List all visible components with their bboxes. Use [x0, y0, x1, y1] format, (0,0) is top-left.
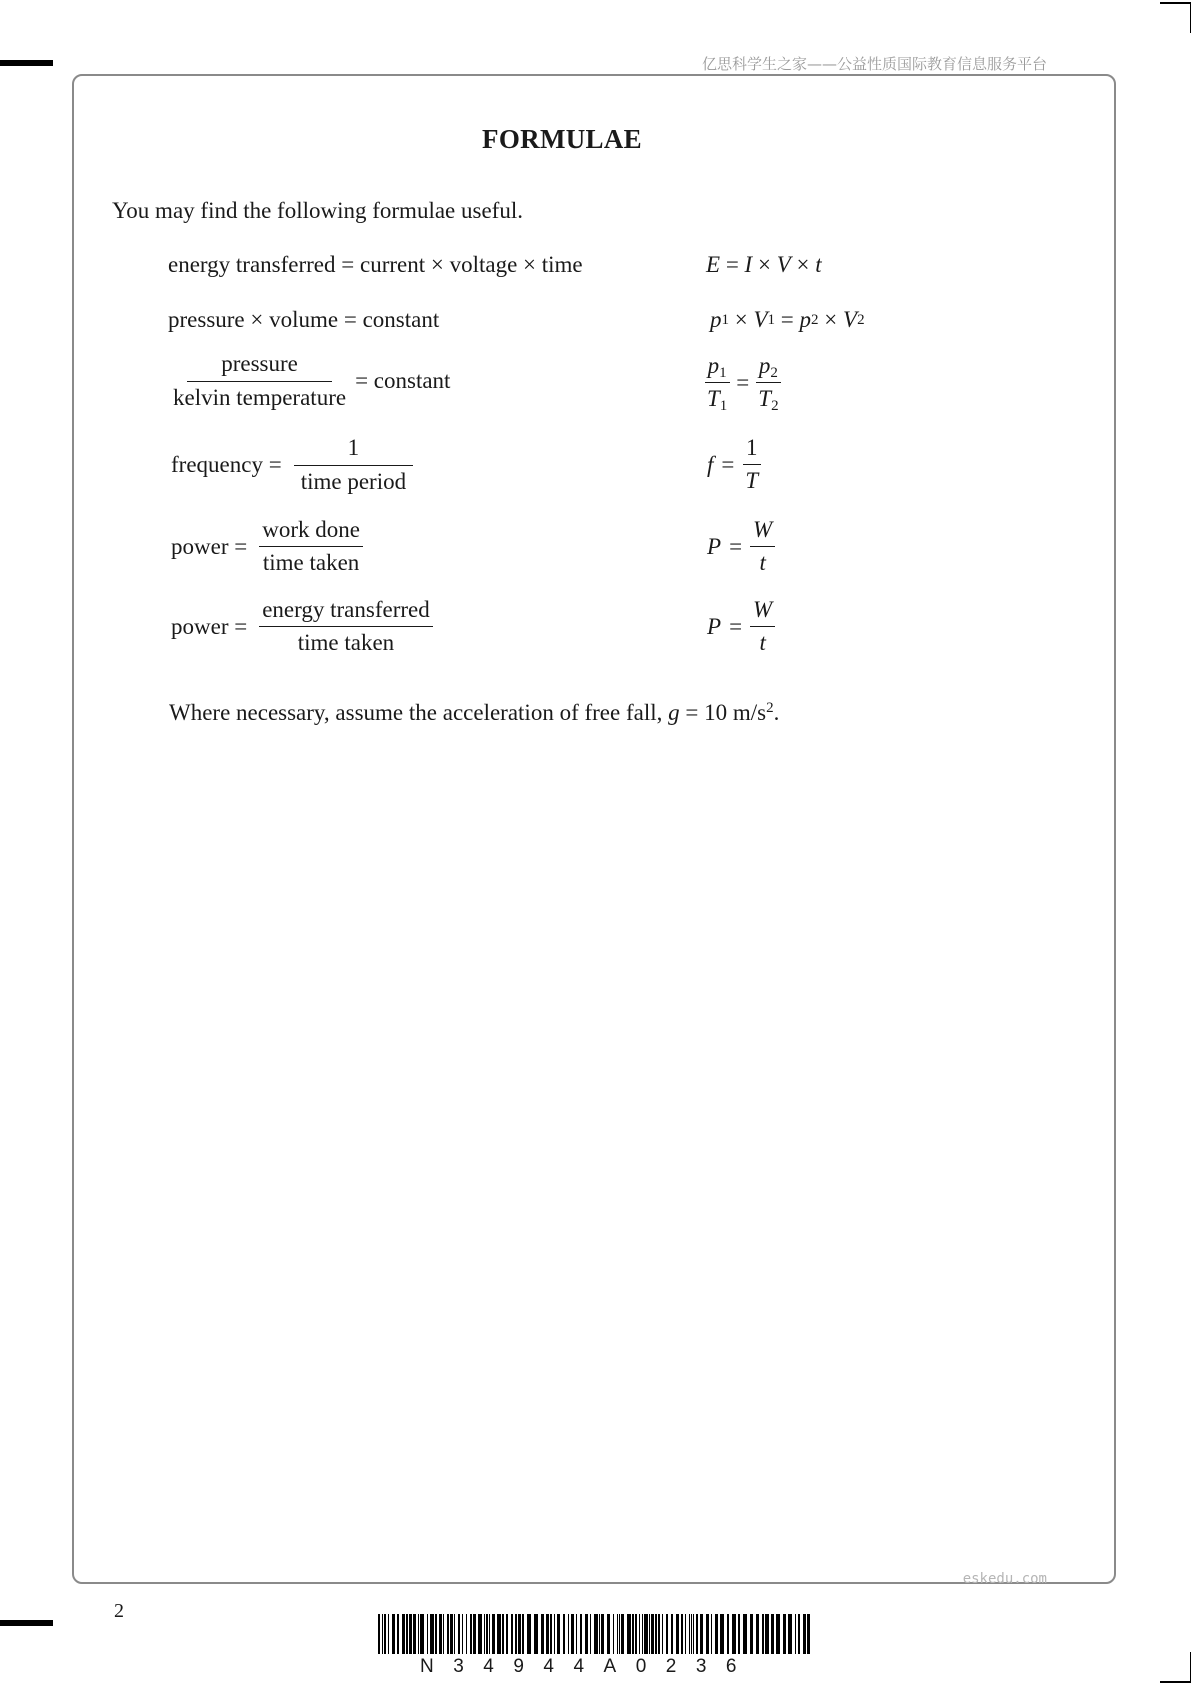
frequency-fraction: $\frac{1}{\text{time period}}$ — [294, 434, 414, 497]
header-watermark: 亿思科学生之家——公益性质国际教育信息服务平台 — [701, 55, 1047, 73]
pressure-law-fraction: $\frac{\text{pressure}}{\text{kelvin temperature}}$ — [173, 351, 347, 410]
formula-pressure-law-word: $\frac{\text{pressure}}{\text{kelvin temperature}}$ = constant — [170, 350, 450, 413]
formula-power-energy-symbol: P = $\frac{W}{t}$ — [707, 596, 775, 658]
page-number: 2 — [114, 1600, 124, 1622]
footer-watermark: eskedu.com — [962, 1571, 1047, 1587]
formula-frequency-symbol: f = $\frac{1}{T}$ — [707, 434, 761, 496]
formula-frequency-word: frequency = $\frac{1}{\text{time period}}$ — [171, 434, 413, 497]
power-energy-fraction: $\frac{\text{energy transferred}}{\text{time taken}}$ — [259, 596, 433, 658]
formula-power-energy-word: power = $\frac{\text{energy transferred}}{\text{time taken}}$ — [171, 596, 433, 658]
formula-energy-word: energy transferred = current × voltage × time — [168, 252, 583, 277]
free-fall-note: Where necessary, assume the acceleration of free fall, g = 10 $m/s^2$. — [169, 700, 780, 725]
corner-mark-top-right-h — [1160, 2, 1191, 4]
corner-mark-bottom-right-h — [1160, 1681, 1191, 1683]
formula-pressure-law-symbol: $\frac{p_1}{T_1}$ = $\frac{p_2}{T_2}$ — [704, 352, 782, 414]
formula-boyle-word: pressure × volume = constant — [168, 307, 440, 332]
power-work-fraction: $\frac{\text{work done}}{\text{time taken}}$ — [259, 516, 363, 578]
crop-mark-bottom-left — [0, 1620, 53, 1626]
barcode — [378, 1614, 810, 1654]
formula-power-work-symbol: P = $\frac{W}{t}$ — [707, 516, 775, 578]
formula-power-work-word: power = $\frac{\text{work done}}{\text{time taken}}$ — [171, 516, 363, 578]
page-frame — [72, 74, 1116, 1584]
formula-boyle-symbol: p 1 × V 1 = p 2 × V 2 — [710, 307, 865, 332]
intro-text: You may find the following formulae useful. — [112, 198, 523, 223]
page-title: FORMULAE — [482, 124, 642, 154]
crop-mark-top-left — [0, 60, 53, 66]
formula-energy-symbol: E = I × V × t — [706, 252, 822, 277]
barcode-number: N34944A0236 — [420, 1656, 756, 1677]
